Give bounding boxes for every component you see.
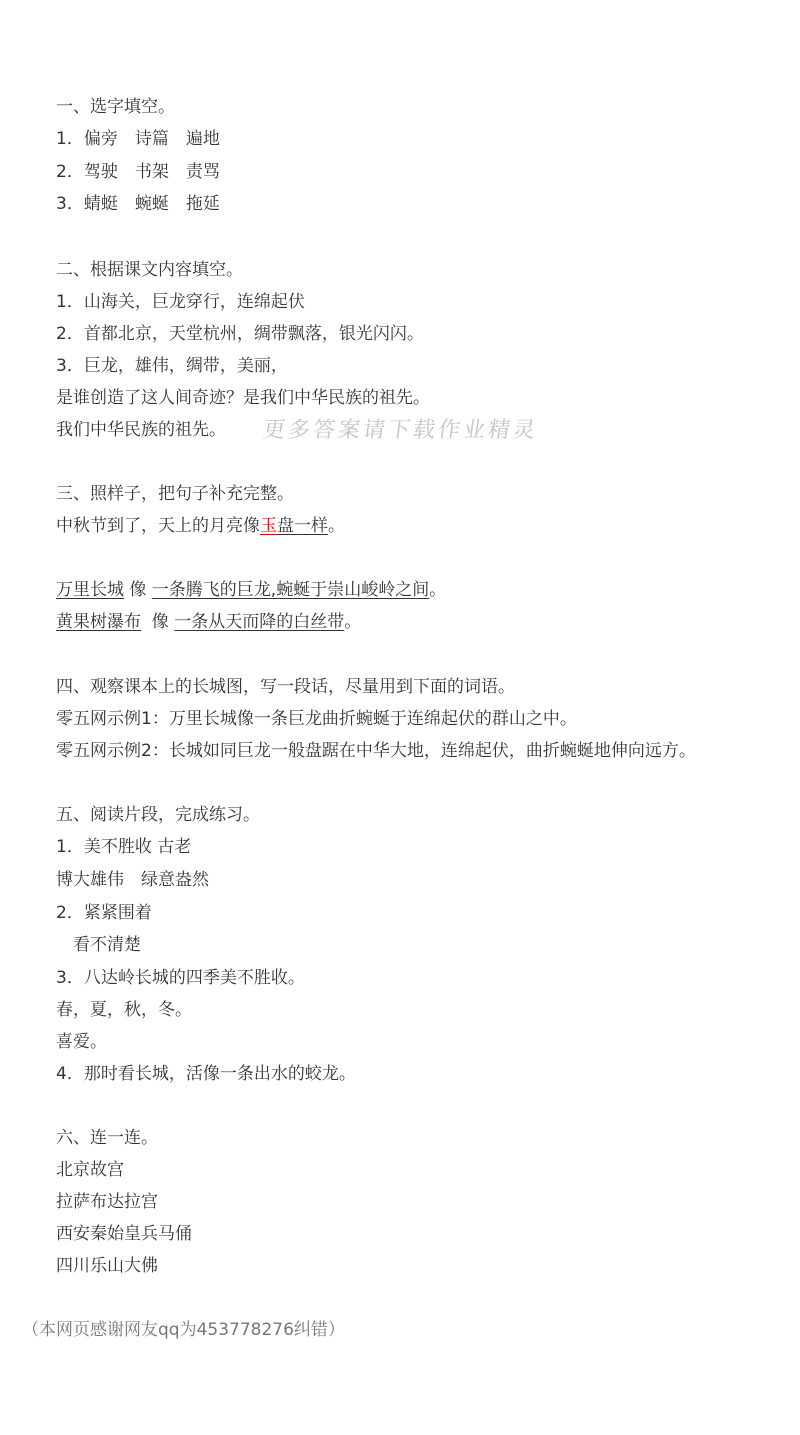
answer-subject: 黄果树瀑布 [56, 612, 141, 632]
answer-line: 1．山海关，巨龙穿行，连绵起伏 [56, 292, 305, 312]
answer-line: 1．美不胜收 古老 [56, 837, 192, 857]
answer-line: 零五网示例1：万里长城像一条巨龙曲折蜿蜒于连绵起伏的群山之中。 [56, 709, 577, 729]
answer-line: 零五网示例2：长城如同巨龙一般盘踞在中华大地，连绵起伏，曲折蜿蜒地伸向远方。 [56, 741, 696, 761]
answer-predicate: 一条腾飞的巨龙,蜿蜒于崇山峻岭之间 [151, 580, 430, 600]
example-underlined: 盘一样 [277, 516, 328, 536]
answer-end: 。 [429, 580, 447, 600]
example-highlight: 玉 [260, 516, 277, 536]
example-end: 。 [328, 516, 345, 536]
answer-line: 3．巨龙，雄伟，绸带，美丽， [56, 356, 288, 376]
example-sentence [56, 514, 345, 538]
answer-line: 拉萨布达拉宫 [56, 1192, 158, 1212]
answer-verb: 像 [124, 580, 152, 600]
answer-predicate: 一条从天而降的白丝带 [174, 612, 345, 632]
section-4-title: 四、观察课本上的长城图，写一段话，尽量用到下面的词语。 [56, 677, 515, 697]
answer-line: 4．那时看长城，活像一条出水的蛟龙。 [56, 1064, 356, 1084]
answer-line: 2．驾驶 书架 责骂 [56, 162, 220, 182]
answer-line: 3．蜻蜓 蜿蜒 拖延 [56, 194, 220, 214]
answer-line: 北京故宫 [56, 1160, 124, 1180]
answer-line: 喜爱。 [56, 1032, 107, 1052]
answer-line: 看不清楚 [56, 935, 141, 955]
watermark: 更多答案请下载作业精灵 [261, 418, 540, 443]
section-6-title: 六、连一连。 [56, 1128, 158, 1148]
answer-line: 博大雄伟 绿意盎然 [56, 870, 209, 890]
thanks-footer: （本网页感谢网友qq为453778276纠错） [22, 1320, 345, 1340]
section-5-title: 五、阅读片段，完成练习。 [56, 805, 260, 825]
answer-line: 西安秦始皇兵马俑 [56, 1224, 192, 1244]
answer-line: 2．紧紧围着 [56, 903, 152, 923]
answer-line: 春，夏，秋，冬。 [56, 1000, 192, 1020]
answer-subject: 万里长城 [56, 580, 124, 600]
answer-sentence-1 [56, 578, 446, 602]
answer-line: 3．八达岭长城的四季美不胜收。 [56, 968, 305, 988]
example-prefix: 中秋节到了，天上的月亮像 [56, 516, 260, 536]
answer-line: 是谁创造了这人间奇迹？是我们中华民族的祖先。 [56, 388, 430, 408]
section-2-title: 二、根据课文内容填空。 [56, 260, 243, 280]
answer-line: 四川乐山大佛 [56, 1256, 158, 1276]
section-1-title: 一、选字填空。 [56, 97, 175, 117]
answer-line: 1．偏旁 诗篇 遍地 [56, 129, 220, 149]
answer-line: 我们中华民族的祖先。 [56, 420, 226, 440]
answer-verb: 像 [141, 612, 175, 632]
answer-line: 2．首都北京，天堂杭州，绸带飘落，银光闪闪。 [56, 324, 424, 344]
section-3-title: 三、照样子，把句子补充完整。 [56, 484, 294, 504]
answer-end: 。 [344, 612, 362, 632]
answer-sentence-2 [56, 610, 361, 634]
